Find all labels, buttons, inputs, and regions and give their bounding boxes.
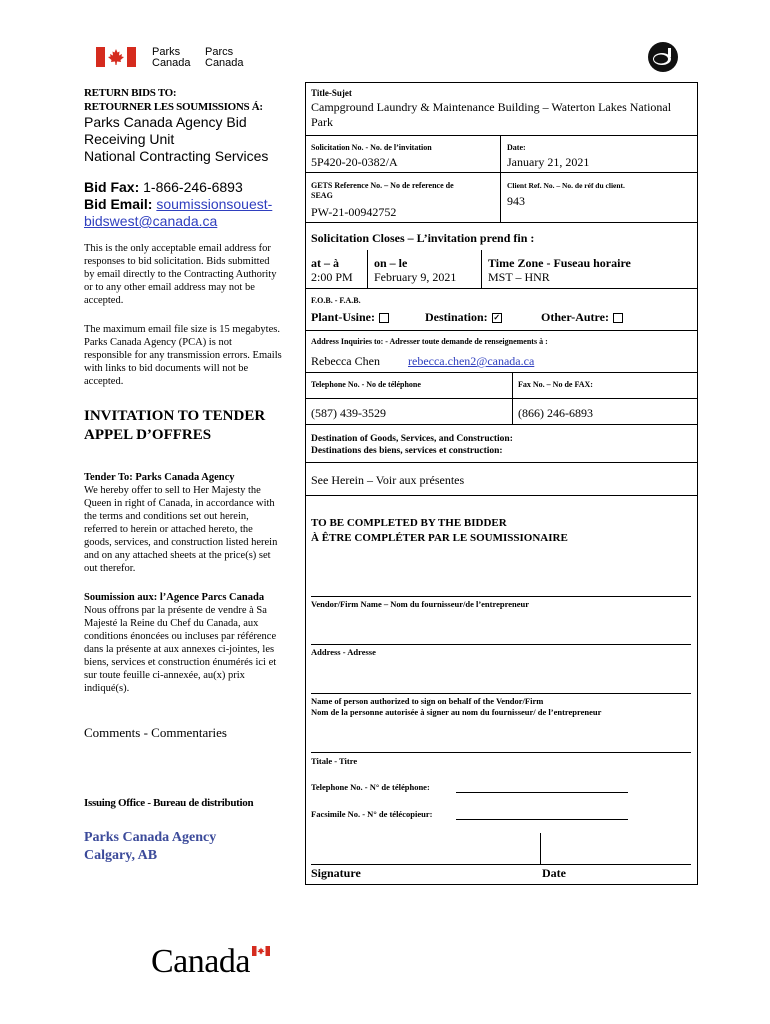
parks-fr-line2: Canada (205, 57, 244, 69)
gets-label-line2: SEAG (311, 191, 333, 200)
wordmark-flag-icon (252, 946, 270, 956)
office-line3: National Contracting Services (84, 148, 269, 164)
contact-email-link[interactable]: rebecca.chen2@canada.ca (408, 354, 535, 368)
client-ref-number: 943 (507, 194, 525, 208)
time-zone: MST – HNR (488, 270, 550, 284)
title-line2: Park (311, 115, 333, 129)
at-label: at – à (311, 256, 339, 270)
fax-label: Fax No. – No de FAX: (518, 380, 593, 389)
signature-label: Signature (311, 866, 361, 880)
telephone-value: (587) 439-3529 (311, 406, 386, 420)
titale-label: Titale - Titre (311, 756, 358, 766)
authorized-person-line[interactable] (311, 693, 691, 694)
on-label: on – le (374, 256, 408, 270)
date-label: Date: (507, 143, 526, 152)
bid-fax: Bid Fax: 1-866-246-6893 (84, 179, 243, 195)
destination-checkbox[interactable]: ✓ (493, 313, 501, 323)
solicitation-label: Solicitation No. - No. de l’invitation (311, 143, 432, 152)
bidder-title-fr: À ÊTRE COMPLÉTER PAR LE SOUMISSIONAIRE (311, 532, 568, 544)
title-line1: Campground Laundry & Maintenance Building – Waterton Lakes National (311, 100, 672, 114)
gets-label-line1: GETS Reference No. – No de reference de (311, 181, 454, 190)
vendor-name-label: Vendor/Firm Name – Nom du fournisseur/de l’entrepreneur (311, 599, 529, 609)
bid-email-link-part2[interactable]: bidswest@canada.ca (84, 213, 218, 229)
gets-number: PW-21-00942752 (311, 205, 397, 219)
at-time: 2:00 PM (311, 270, 353, 284)
tender-to-block: Tender To: Parks Canada Agency We hereby offer to sell to Her Majesty the Queen in right of Canada, in accordance with the terms and conditions set out herein, referred to herein or attached hereto, the goods, services, and construction listed herein and on any attached sheets at the price(s) set out therefor. (84, 472, 278, 574)
invitation-fr: APPEL D’OFFRES (84, 427, 212, 443)
vendor-name-line[interactable] (311, 596, 691, 597)
see-herein: See Herein – Voir aux présentes (311, 473, 465, 487)
other-checkbox[interactable] (613, 313, 623, 323)
invitation-en: INVITATION TO TENDER (84, 408, 266, 424)
destination-option[interactable]: Destination: ✓ (425, 310, 501, 324)
issuing-city: Calgary, AB (84, 848, 158, 863)
email-note-2: The maximum email file size is 15 megabytes. Parks Canada Agency (PCA) is not responsible for any transmission errors. Emails with links to bid documents will not be accepted. (84, 324, 282, 387)
telephone2-label: Telephone No. - N° de téléphone: (311, 782, 430, 792)
issuing-agency: Parks Canada Agency (84, 830, 217, 845)
authorized-person-fr: Nom de la personne autorisée à signer au nom du fournisseur/ de l’entrepreneur (311, 707, 602, 717)
contact-name: Rebecca Chen (311, 354, 380, 368)
signature-line[interactable] (311, 864, 691, 865)
date-value: January 21, 2021 (507, 155, 590, 169)
other-option[interactable]: Other-Autre: (541, 310, 623, 325)
inquiries-label: Address Inquiries to: - Adresser toute demande de renseignements à : (311, 337, 548, 346)
bid-email-link-part1[interactable]: soumissionsouest- (156, 196, 273, 212)
office-line2: Receiving Unit (84, 131, 175, 147)
title-line[interactable] (311, 752, 691, 753)
telephone2-line[interactable] (456, 792, 628, 793)
parks-en-line1: Parks (152, 46, 181, 58)
fax2-line[interactable] (456, 819, 628, 820)
beaver-emblem-icon (646, 40, 680, 74)
title-label: Title-Sujet (311, 88, 352, 98)
telephone-label: Telephone No. - No de téléphone (311, 380, 421, 389)
parks-en-line2: Canada (152, 57, 191, 69)
client-ref-label: Client Ref. No. – No. de réf du client. (507, 181, 625, 190)
time-zone-label: Time Zone - Fuseau horaire (488, 256, 631, 270)
dest-goods-fr: Destinations des biens, services et construction: (311, 446, 503, 456)
address-line[interactable] (311, 644, 691, 645)
fob-label: F.O.B. - F.A.B. (311, 296, 361, 305)
on-date: February 9, 2021 (374, 270, 457, 284)
plant-checkbox[interactable] (379, 313, 389, 323)
bid-email: Bid Email: soumissionsouest- (84, 196, 273, 212)
parks-canada-logo (96, 46, 244, 71)
return-bids-en: RETURN BIDS TO: (84, 87, 177, 99)
office-line1: Parks Canada Agency Bid (84, 114, 247, 130)
date2-label: Date (542, 866, 566, 880)
address-label: Address - Adresse (311, 647, 376, 657)
soumission-block: Soumission aux: l’Agence Parcs Canada Nous offrons par la présente de vendre à Sa Majesté la Reine du Chef du Canada, aux conditions énoncées ou incluses par référence dans la présente at aux annexes ci-jointes, les biens, services et construction énumérés ici et sur toute feuille ci-annexée, au(x) prix indiqué(s). (84, 592, 277, 694)
canada-flag-icon (96, 47, 136, 67)
return-bids-fr: RETOURNER LES SOUMISSIONS Á: (84, 101, 263, 113)
solicitation-number: 5P420-20-0382/A (311, 155, 398, 169)
solicitation-closes-label: Solicitation Closes – L’invitation prend fin : (311, 231, 535, 245)
bidder-title-en: TO BE COMPLETED BY THE BIDDER (311, 517, 507, 529)
canada-wordmark: Canada (151, 942, 281, 982)
issuing-office-label: Issuing Office - Bureau de distribution (84, 797, 254, 809)
fax2-label: Facsimile No. - N° de télécopieur: (311, 809, 433, 819)
fax-value: (866) 246-6893 (518, 406, 593, 420)
authorized-person-en: Name of person authorized to sign on behalf of the Vendor/Firm (311, 696, 544, 706)
plant-usine-option[interactable]: Plant-Usine: (311, 310, 389, 325)
dest-goods-en: Destination of Goods, Services, and Construction: (311, 434, 513, 444)
comments-label: Comments - Commentaries (84, 725, 227, 740)
email-note-1: This is the only acceptable email address for responses to bid solicitation. Bids submitted by email directly to the Contracting Authority or to any other email address may not be accepted. (84, 243, 277, 306)
parks-fr-line1: Parcs (205, 46, 234, 58)
